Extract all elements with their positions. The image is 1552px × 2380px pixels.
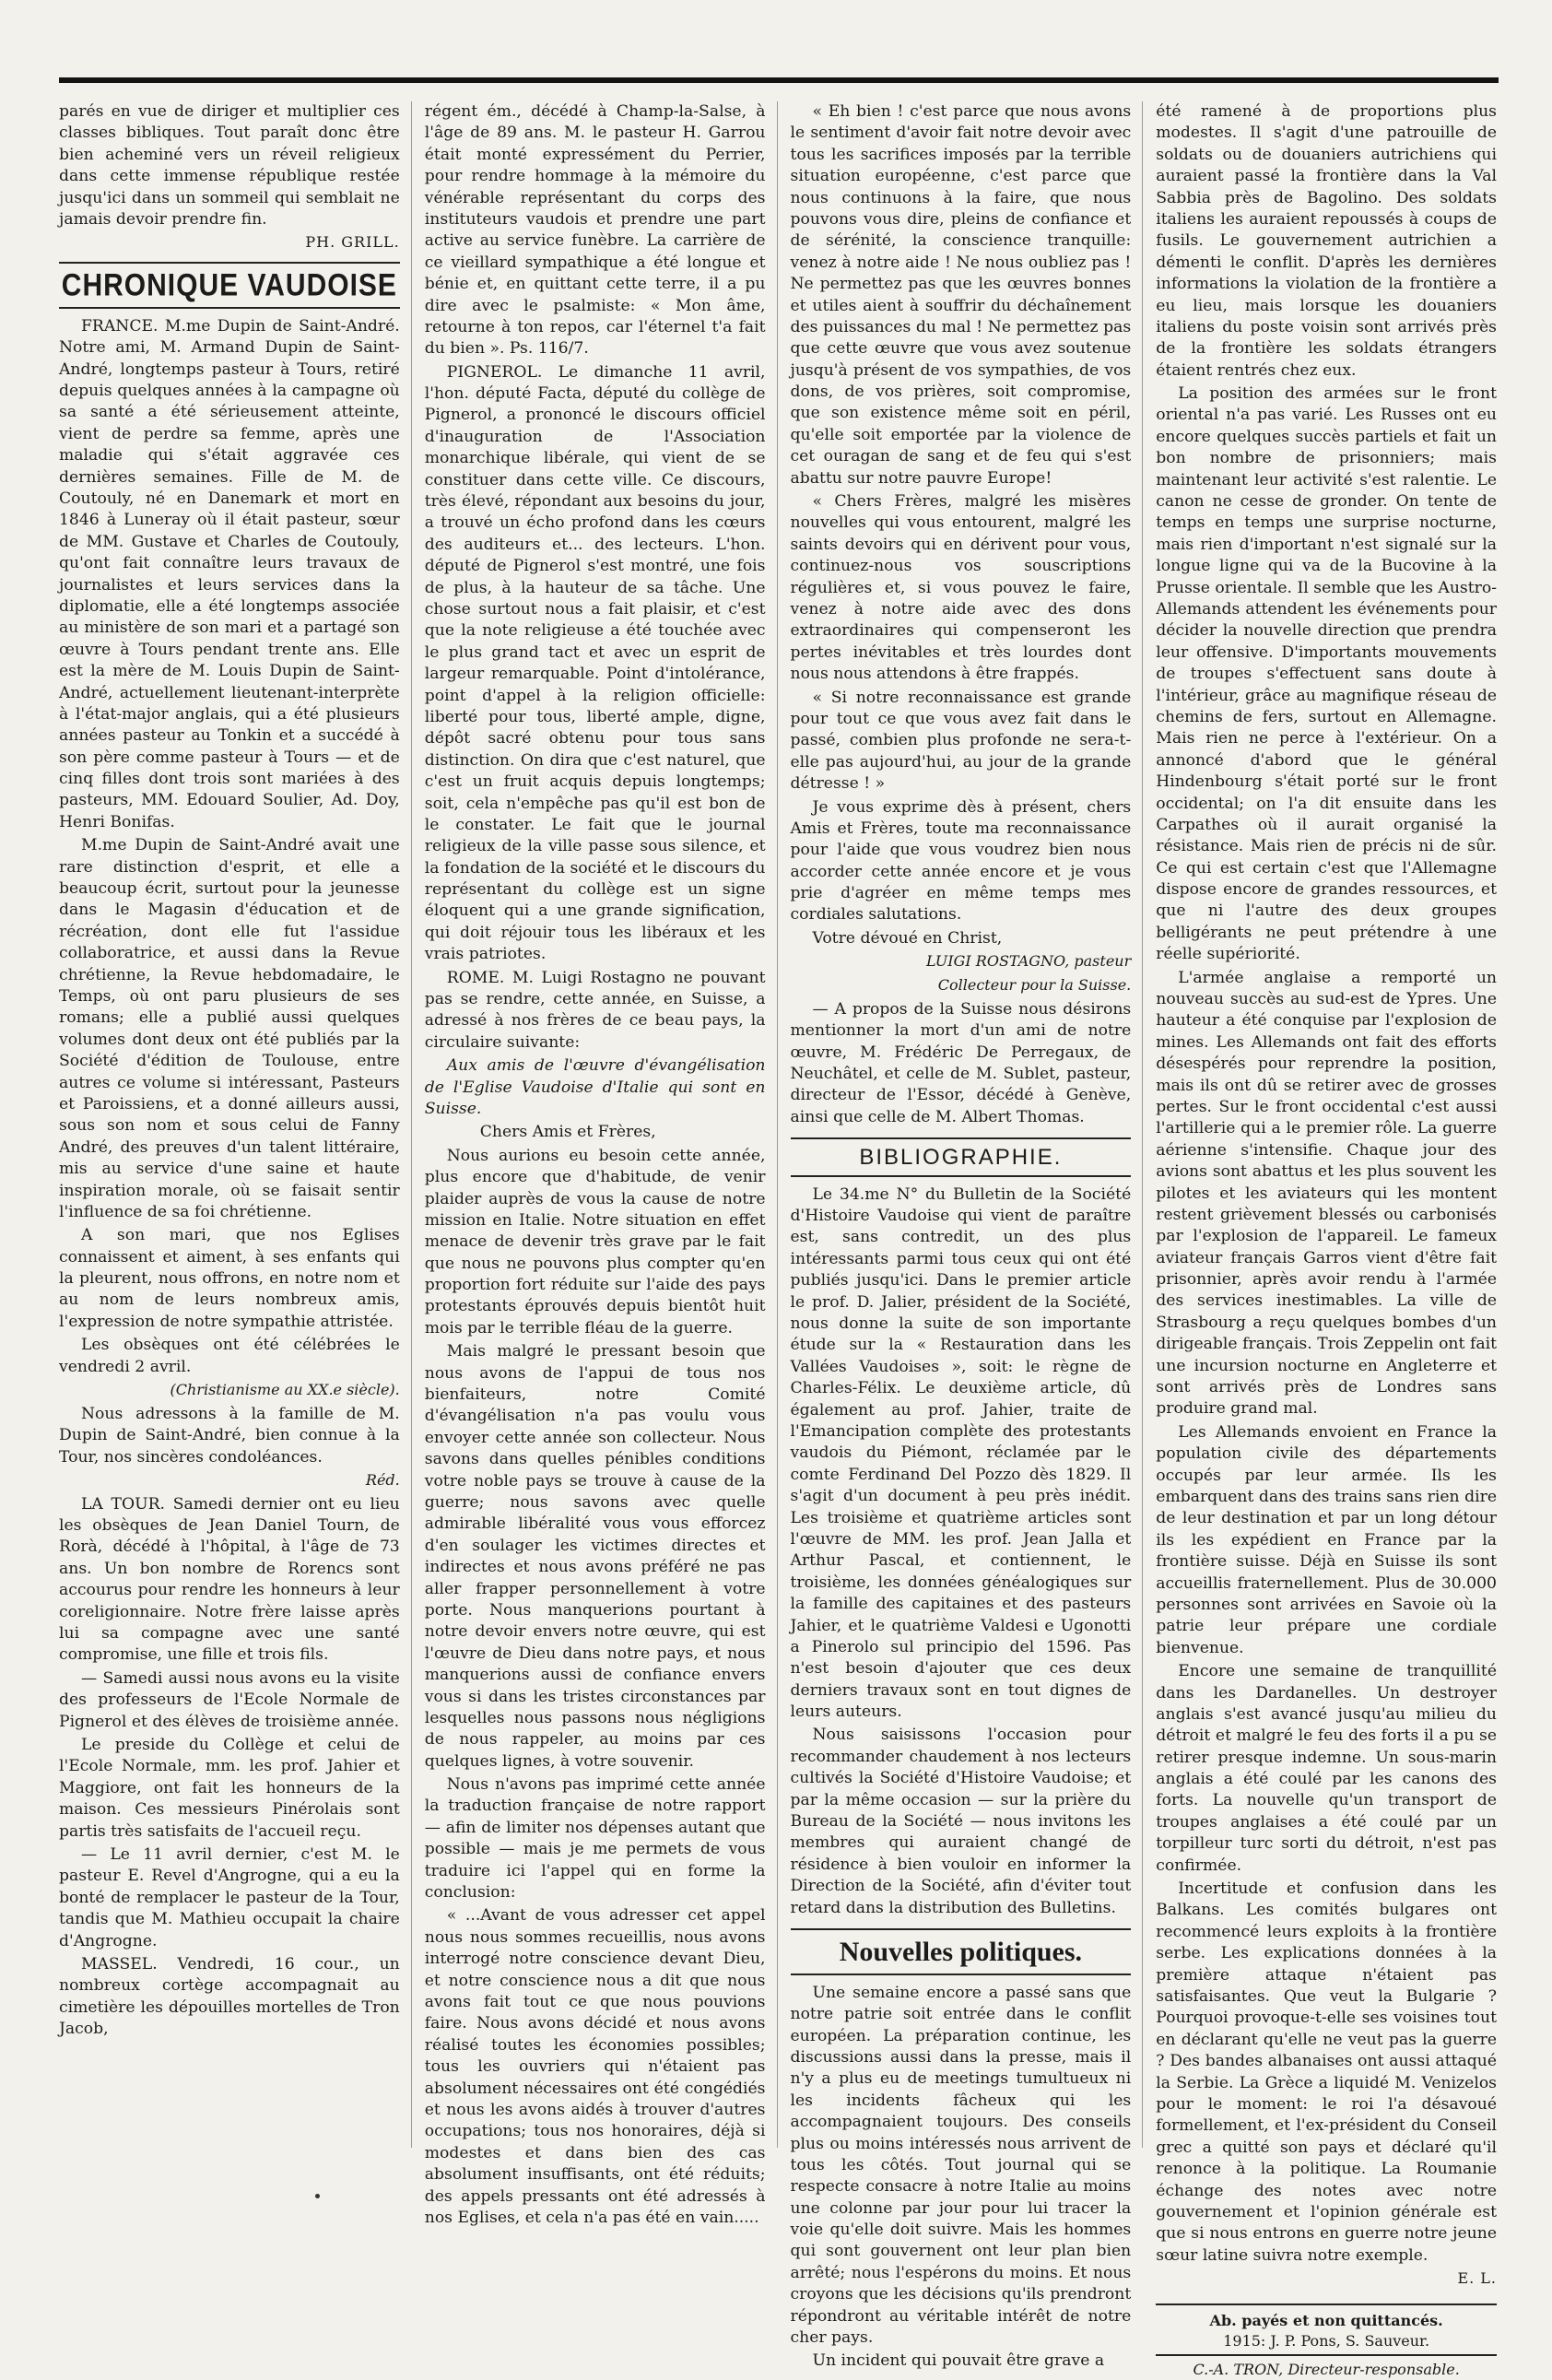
article-paragraph: A son mari, que nos Eglises connaissent et aiment, à ses enfants qui la pleurent, nous offrons, en notre nom et au nom de leurs nombreux amis, l'expression de notre sympathie attristée.: [59, 1226, 400, 1331]
columns: [59, 101, 1497, 2379]
article-paragraph: FRANCE. M.me Dupin de Saint-André. Notre ami, M. Armand Dupin de Saint-André, longtemps pasteur à Tours, retiré depuis quelques années à la campagne où sa santé a été sérieusement atteinte, vient de perdre sa femme, après une maladie qui s'était aggravée ces dernières semaines. Fille de M. de Coutouly, né en Danemark et mort en 1846 à Luneray où il était pasteur, sœur de MM. Gustave et Charles de Coutouly, qu'ont fait connaître leurs travaux de journalistes et leurs services dans la diplomatie, elle a été longtemps associée au ministère de son mari et a partagé son œuvre à Tours pendant trente ans. Elle est la mère de M. Louis Dupin de Saint-André, actuellement lieutenant-interprète à l'état-major anglais, qui a été plusieurs années pasteur au Tonkin et a succédé à son père comme pasteur à Tours — et de cinq filles dont trois sont mariées à des pasteurs, MM. Edouard Soulier, Ad. Doy, Henri Bonifas.: [59, 316, 400, 831]
top-rule: [59, 77, 1499, 83]
article-paragraph: Les Allemands envoient en France la population civile des départements occupés par leur armée. Ils les embarquent dans des trains sans rien dire de leur destination et par un long détour ils les expédient en France par la frontière suisse. Déjà en Suisse ils sont accueillis fraternellement. Plus de 30.000 personnes sont arrivées en Savoie où la patrie leur prépare une cordiale bienvenue.: [1156, 1422, 1497, 1657]
chronique-title: CHRONIQUE VAUDOISE: [61, 267, 397, 303]
article-paragraph: Un incident qui pouvait être grave a: [812, 2351, 1105, 2371]
letter-paragraph: Nous n'avons pas imprimé cette année la traduction française de notre rapport — afin de limiter nos dépenses autant que possible — mais je me permets de vous traduire ici l'appel qui en forme la conclusion:: [424, 1775, 766, 1903]
nouvelles-header: [791, 1928, 1132, 1975]
chronique-header: [59, 262, 400, 309]
article-paragraph: Nous saisissons l'occasion pour recommander chaudement à nos lecteurs cultivés la Société d'Histoire Vaudoise; et par la même occasion — sur la prière du Bureau de la Société — nous invitons les membres qui auraient changé de résidence à bien vouloir en informer la Direction de la Société, afin d'éviter tout retard dans la distribution des Bulletins.: [790, 1726, 1132, 1917]
letter-paragraph: Mais malgré le pressant besoin que nous avons de l'appui de tous nos bienfaiteurs, notre Comité d'évangélisation n'a pas voulu vous envoyer cette année son collecteur. Nous savons dans quelles pénibles conditions votre noble pays se trouve à cause de la guerre; nous savons avec quelle admirable libéralité vous vous efforcez d'en soulager les victimes directes et indirectes et nous avons préféré ne pas aller frapper personnellement à votre porte. Nous manquerions pourtant à notre devoir envers notre œuvre, qui est l'œuvre de Dieu dans notre pays, et nous manquerions aussi de confiance envers vous si dans les tristes circonstances par lesquelles nous passons nous négligions de nous rappeler, au moins par ces quelques lignes, à votre souvenir.: [424, 1342, 766, 1771]
article-paragraph: L'armée anglaise a remporté un nouveau succès au sud-est de Ypres. Une hauteur a été conquise par l'explosion de mines. Les Allemands ont fait des efforts désespérés pour reprendre la position, mais ils ont dû se retirer avec de grosses pertes. Sur le front occidental c'est aussi l'artillerie qui a le premier rôle. La guerre aérienne s'intensifie. Chaque jour des avions sont abattus et les plus souvent les pilotes et les aviateurs qui les montent restent grièvement blessés ou carbonisés par l'explosion de l'appareil. Le fameux aviateur français Garros vient d'être fait prisonnier, après avoir rendu à l'armée des services inestimables. La ville de Strasbourg a reçu quelques bombes d'un dirigeable français. Trois Zeppelin ont fait une incursion nocturne en Angleterre et sont arrivés près de Londres sans produire grand mal.: [1156, 968, 1497, 1419]
letter-paragraph: « ...Avant de vous adresser cet appel nous nous sommes recueillis, nous avons interrogé notre conscience devant Dieu, et notre conscience nous a dit que nous avons fait tout ce que nous pouvions faire. Nous avons décidé et nous avons réalisé toutes les économies possibles; tous les ouvriers qui n'étaient pas absolument nécessaires ont été congédiés et nous les avons aidés à trouver d'autres occupations; tous nos honoraires, déjà si modestes et dans bien des cas absolument insuffisants, ont été réduits; des appels pressants ont été adressés à nos Eglises, et cela n'a pas été en vain.....: [424, 1906, 766, 2227]
article-paragraph: M.me Dupin de Saint-André avait une rare distinction d'esprit, et elle a beaucoup écrit, surtout pour la jeunesse dans le Magasin d'éducation et de récréation, dont elle fut l'assidue collaboratrice, et aussi dans la Revue chrétienne, la Revue hebdomadaire, le Temps, où ont paru plusieurs de ses romans; elle a publié aussi quelques volumes dont deux ont été publiés par la Société d'édition de Toulouse, entre autres ce volume si intéressant, Pasteurs et Paroissiens, et a donné ailleurs aussi, sous son nom et sous celui de Fanny André, des preuves d'un talent littéraire, mis au service d'une saine et haute inspiration morale, où se faisait sentir l'influence de sa foi chrétienne.: [59, 836, 400, 1221]
bibliographie-title: BIBLIOGRAPHIE.: [859, 1145, 1063, 1171]
footer-box: [1156, 2303, 1497, 2380]
article-paragraph: Le preside du Collège et celui de l'Ecole Normale, mm. les prof. Jahier et Maggiore, ont fait les honneurs de la maison. Ces messieurs Pinérolais sont partis très satisfaits de l'accueil reçu.: [59, 1736, 400, 1841]
column-2: [424, 101, 778, 2227]
footer-line-3: C.-A. TRON, Directeur-responsable.: [1193, 2361, 1460, 2379]
article-paragraph: La position des armées sur le front oriental n'a pas varié. Les Russes ont eu encore quelques succès partiels et fait un bon nombre de prisonniers; mais maintenant leur activité s'est ralentie. Le canon ne cesse de gronder. On tente de temps en temps une surprise nocturne, mais rien d'important n'est signalé sur la longue ligne qui va de la Bucovine à la Prusse orientale. Il semble que les Austro-Allemands attendent les événements pour décider la nouvelle direction que prendra leur offensive. D'importants mouvements de troupes s'effectuent sans doute à l'intérieur, grâce au magnifique réseau de chemins de fers, surtout en Allemagne. Mais rien ne perce à l'extérieur. On a annoncé d'abord que le général Hindenbourg s'était porté sur le front occidental; on l'a dit ensuite dans les Carpathes où il aurait organisé la résistance. Mais rien de précis ni de sûr. Ce qui est certain c'est que l'Allemagne dispose encore de grandes ressources, et que ni l'autre des deux groupes belligérants ne peut prétendre à une réelle supériorité.: [1156, 384, 1497, 964]
footer-line-2: 1915: J. P. Pons, S. Sauveur.: [1156, 2331, 1497, 2357]
article-paragraph: Le 34.me N° du Bulletin de la Société d'Histoire Vaudoise qui vient de paraître est, sans contredit, un des plus intéressants parmi tous ceux qui ont été publiés jusqu'ici. Dans le premier article le prof. D. Jalier, président de la Société, nous donne la suite de son importante étude sur la « Restauration dans les Vallées Vaudoises », soit: le règne de Charles-Félix. Le deuxième article, dû également au prof. Jahier, traite de l'Emancipation complète des protestants vaudois du Piémont, réclamée par le comte Ferdinand Del Pozzo dès 1829. Il s'agit d'un document à peu près inédit. Les troisième et quatrième articles sont l'œuvre de MM. les prof. Jean Jalla et Arthur Pascal, et contiennent, le troisième, les données généalogiques sur la famille des capitaines et des pasteurs Jahier, et le quatrième Valdesi e Ugonotti a Pinerolo sul principio del 1596. Pas n'est besoin d'ajouter que ces deux derniers travaux sont en tout dignes de leurs auteurs.: [790, 1184, 1132, 1722]
letter-address: Aux amis de l'œuvre d'évangélisation de l'Eglise Vaudoise d'Italie qui sont en Suisse.: [424, 1056, 766, 1118]
letter-salutation: Chers Amis et Frères,: [479, 1123, 656, 1142]
letter-paragraph: « Eh bien ! c'est parce que nous avons le sentiment d'avoir fait notre devoir avec tous les sacrifices imposés par la terrible situation européenne, c'est parce que nous continuons à la faire, que nous pouvons vous dire, pleins de confiance et de sérénité, la conscience tranquille: venez à notre aide ! Ne nous oubliez pas ! Ne permettez pas que les œuvres bonnes et utiles aient à souffrir du déchaînement des puissances du mal ! Ne permettez pas que cette œuvre que vous avez soutenue jusqu'à présent de vos sympathies, de vos dons, de vos prières, soit compromise, que son existence même soit en péril, qu'elle soit emportée par la violence de cet ouragan de sang et de feu qui s'est abattu sur notre pauvre Europe!: [790, 102, 1132, 488]
bibliographie-header: [791, 1137, 1132, 1177]
article-paragraph: LA TOUR. Samedi dernier ont eu lieu les obsèques de Jean Daniel Tourn, de Rorà, décédé à l'hôpital, à l'âge de 73 ans. Un bon nombre de Rorencs sont accourus pour rendre les honneurs à leur coreligionnaire. Notre frère laisse après lui sa compagne avec une santé compromise, une fille et trois fils.: [59, 1494, 400, 1665]
author-signature: E. L.: [1457, 2269, 1497, 2288]
article-paragraph: Nous adressons à la famille de M. Dupin de Saint-André, bien connue à la Tour, nos sincères condoléances.: [59, 1404, 400, 1467]
letter-signature-role: Collecteur pour la Suisse.: [937, 975, 1132, 994]
letter-closing: Votre dévoué en Christ,: [812, 928, 1003, 948]
footer-line-1: Ab. payés et non quittancés.: [1209, 2311, 1443, 2329]
letter-paragraph: Nous aurions eu besoin cette année, plus encore que d'habitude, de venir plaider auprès de vous la cause de notre mission en Italie. Notre situation en effet menace de devenir très grave par le fait que nous ne pouvons plus compter qu'en proportion fort réduite sur l'aide des pays protestants éprouvés depuis bientôt huit mois par le terrible fléau de la guerre.: [424, 1146, 766, 1337]
article-paragraph: régent ém., décédé à Champ-la-Salse, à l'âge de 89 ans. M. le pasteur H. Garrou était monté expressément du Perrier, pour rendre hommage à la mémoire du vénérable représentant du corps des instituteurs vaudois et prendre une part active au service funèbre. La carrière de ce vieillard sympathique a été longue et bénie et, en quittant cette terre, il a pu dire avec le psalmiste: « Mon âme, retourne à ton repos, car l'éternel t'a fait du bien ». Ps. 116/7.: [424, 102, 766, 359]
letter-signature: LUIGI ROSTAGNO, pasteur: [926, 952, 1132, 971]
stray-dot: [315, 2194, 320, 2198]
column-4: [1156, 101, 1497, 2379]
article-paragraph: été ramené à de proportions plus modestes. Il s'agit d'une patrouille de soldats ou de douaniers autrichiens qui auraient passé la frontière dans la Val Sabbia près de Bagolino. Des soldats italiens les auraient repoussés à coups de fusils. Le gouvernement autrichien a démenti le conflit. D'après les dernières informations la violation de la frontière a eu lieu, mais lorsque les douaniers italiens du poste voisin sont arrivés près de la frontière les soldats étrangers étaient rentrés chez eux.: [1156, 102, 1497, 380]
article-paragraph: — Samedi aussi nous avons eu la visite des professeurs de l'Ecole Normale de Pignerol et des élèves de troisième année.: [59, 1668, 400, 1731]
column-3: [790, 101, 1144, 2371]
article-paragraph: Les obsèques ont été célébrées le vendredi 2 avril.: [59, 1336, 400, 1376]
nouvelles-title: Nouvelles politiques.: [839, 1936, 1083, 1967]
article-paragraph: MASSEL. Vendredi, 16 cour., un nombreux cortège accompagnait au cimetière les dépouilles mortelles de Tron Jacob,: [59, 1954, 400, 2039]
letter-paragraph: « Si notre reconnaissance est grande pour tout ce que vous avez fait dans le passé, combien plus profonde ne sera-t-elle pas aujourd'hui, au jour de la grande détresse ! »: [790, 688, 1132, 794]
column-1: [59, 101, 412, 2148]
article-paragraph: — A propos de la Suisse nous désirons mentionner la mort d'un ami de notre œuvre, M. Frédéric De Perregaux, de Neuchâtel, et celle de M. Sublet, pasteur, directeur de l'Essor, décédé à Genève, ainsi que celle de M. Albert Thomas.: [790, 999, 1132, 1126]
letter-paragraph: Je vous exprime dès à présent, chers Amis et Frères, toute ma reconnaissance pour l'aide que vous voudrez bien nous accorder cette année encore et je vous prie d'agréer en même temps mes cordiales salutations.: [790, 797, 1132, 925]
article-paragraph: Une semaine encore a passé sans que notre patrie soit entrée dans le conflit européen. La préparation continue, les discussions aussi dans la presse, mais il n'y a plus eu de meetings tumultueux ni les incidents fâcheux qui les accompagnaient toujours. Des conseils plus ou moins intéressés nous arrivent de tous les côtés. Tout journal qui se respecte consacre à notre Italie au moins une colonne par jour pour lui tracer la voie qu'elle doit suivre. Mais les hommes qui sont gouvernent ont leur plan bien arrêté; nous l'espérons du moins. Et nous croyons que les décisions qu'ils prendront répondront au véritable intérêt de notre cher pays.: [790, 1983, 1132, 2348]
source-citation: (Christianisme au XX.e siècle).: [170, 1381, 400, 1399]
letter-paragraph: « Chers Frères, malgré les misères nouvelles qui vous entourent, malgré les saints devoirs qui en dérivent pour vous, continuez-nous vos souscriptions régulières et, si vous pouvez le faire, venez à notre aide avec des dons extraordinaires qui compenseront les pertes inévitables et très lourdes dont nous nous attendons à être frappés.: [790, 492, 1132, 684]
article-paragraph: Encore une semaine de tranquillité dans les Dardanelles. Un destroyer anglais s'est avancé jusqu'au milieu du détroit et malgré le feu des forts il a pu se retirer presque indemne. Un sous-marin anglais a été coulé par les canons des forts. La nouvelle qu'un transport de troupes anglaises a été coulé par un torpilleur turc sorti du détroit, n'est pas confirmée.: [1156, 1662, 1497, 1875]
article-paragraph: Incertitude et confusion dans les Balkans. Les comités bulgares ont recommencé leurs exploits à la frontière serbe. Les explications données à la première attaque n'étaient pas satisfaisantes. Que veut la Bulgarie ? Pourquoi provoque-t-elle ses voisines tout en déclarant qu'elle ne veut pas la guerre ? Des bandes albanaises ont aussi attaqué la Serbie. La Grèce a liquidé M. Venizelos pour le moment: le roi l'a désavoué formellement, et l'ex-président du Conseil grec a quitté son pays et déclaré qu'il renonce à la politique. La Roumanie échange des notes avec notre gouvernement et l'opinion générale est que si nous entrons en guerre notre jeune sœur latine suivra notre exemple.: [1156, 1879, 1497, 2265]
article-paragraph: PIGNEROL. Le dimanche 11 avril, l'hon. député Facta, député du collège de Pignerol, a prononcé le discours officiel d'inauguration de l'Association monarchique libérale, qui vient de se constituer dans cette ville. Ce discours, très élevé, répondant aux besoins du jour, a trouvé un écho profond dans les cœurs des auditeurs et... des lecteurs. L'hon. député de Pignerol s'est montré, une fois de plus, à la hauteur de sa tâche. Une chose surtout nous a fait plaisir, et c'est que la note religieuse a été touchée avec le plus grand tact et avec un esprit de largeur remarquable. Point d'intolérance, point d'appel à la religion officielle: liberté pour tous, liberté ample, digne, dépôt sacré obtenu pour tous sans distinction. On dira que c'est naturel, que c'est un fruit acquis depuis longtemps; soit, cela n'empêche pas qu'il est bon de le constater. Le fait que le journal religieux de la ville passe sous silence, et la fondation de la société et le discours du représentant du collège est un signe éloquent qui a une grande signification, qui doit réjouir tous les libéraux et les vrais patriotes.: [424, 362, 766, 964]
article-paragraph: — Le 11 avril dernier, c'est M. le pasteur E. Revel d'Angrogne, qui a eu la bonté de remplacer le pasteur de la Tour, tandis que M. Mathieu occupait la chaire d'Angrogne.: [59, 1844, 400, 1950]
article-paragraph: ROME. M. Luigi Rostagno ne pouvant pas se rendre, cette année, en Suisse, a adressé à nos frères de ce beau pays, la circulaire suivante:: [424, 968, 766, 1052]
editor-signature: Réd.: [365, 1470, 400, 1489]
intro-signature: PH. GRILL.: [305, 233, 400, 252]
intro-paragraph: parés en vue de diriger et multiplier ces classes bibliques. Tout paraît donc être bien acheminé vers un réveil religieux dans cette immense république restée jusqu'ici dans un sommeil qui semblait ne jamais devoir prendre fin.: [59, 102, 400, 229]
